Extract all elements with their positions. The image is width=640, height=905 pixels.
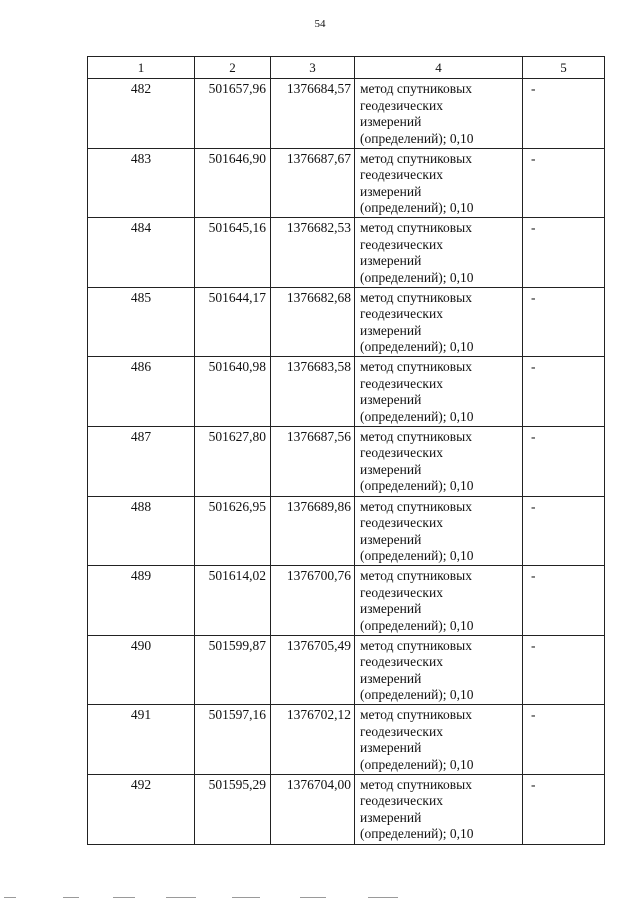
method-text-line: измерений xyxy=(360,809,422,825)
method-cell xyxy=(355,426,523,496)
coordinates-table xyxy=(87,56,605,845)
method-cell xyxy=(355,496,523,566)
method-text-line: (определений); 0,10 xyxy=(360,339,474,355)
y-coordinate-cell: 1376682,68 xyxy=(271,287,355,357)
y-coordinate-cell: 1376682,53 xyxy=(271,218,355,288)
method-text-line: геодезических xyxy=(360,445,443,461)
method-text-line: метод спутниковых xyxy=(360,289,472,305)
method-cell xyxy=(355,774,523,844)
method-text-line: метод спутниковых xyxy=(360,220,472,236)
method-text-line: геодезических xyxy=(360,515,443,531)
method-text-line: (определений); 0,10 xyxy=(360,478,474,494)
table-row xyxy=(88,218,605,288)
method-cell xyxy=(355,79,523,149)
note-cell: - xyxy=(523,635,605,705)
method-cell xyxy=(355,705,523,775)
method-cell xyxy=(355,218,523,288)
table-row xyxy=(88,566,605,636)
method-text-line: метод спутниковых xyxy=(360,81,472,96)
point-number-cell: 485 xyxy=(88,287,195,357)
column-header: 5 xyxy=(523,57,605,79)
x-coordinate-cell: 501657,96 xyxy=(195,79,271,149)
method-cell xyxy=(355,287,523,357)
method-cell xyxy=(355,566,523,636)
table-row xyxy=(88,496,605,566)
table-row xyxy=(88,774,605,844)
method-text-line: измерений xyxy=(360,392,422,408)
method-text-line: измерений xyxy=(360,253,422,269)
method-cell xyxy=(355,148,523,218)
method-text-line: измерений xyxy=(360,114,422,129)
y-coordinate-cell: 1376683,58 xyxy=(271,357,355,427)
method-text-line: измерений xyxy=(360,740,422,756)
method-text-line: геодезических xyxy=(360,654,443,670)
column-header: 2 xyxy=(195,57,271,79)
column-header: 1 xyxy=(88,57,195,79)
method-text-line: метод спутниковых xyxy=(360,637,472,653)
y-coordinate-cell: 1376684,57 xyxy=(271,79,355,149)
method-cell xyxy=(355,357,523,427)
method-text-line: (определений); 0,10 xyxy=(360,548,474,564)
point-number-cell: 488 xyxy=(88,496,195,566)
method-text-line: метод спутниковых xyxy=(360,428,472,444)
x-coordinate-cell: 501646,90 xyxy=(195,148,271,218)
table-body xyxy=(88,79,605,845)
point-number-cell: 482 xyxy=(88,79,195,149)
note-cell: - xyxy=(523,774,605,844)
footer-scan-marks xyxy=(0,893,640,901)
y-coordinate-cell: 1376687,56 xyxy=(271,426,355,496)
method-text-line: геодезических xyxy=(360,723,443,739)
method-text-line: метод спутниковых xyxy=(360,707,472,723)
y-coordinate-cell: 1376705,49 xyxy=(271,635,355,705)
method-text-line: метод спутниковых xyxy=(360,359,472,375)
y-coordinate-cell: 1376704,00 xyxy=(271,774,355,844)
method-text-line: геодезических xyxy=(360,793,443,809)
table-row xyxy=(88,79,605,149)
method-text-line: измерений xyxy=(360,601,422,617)
point-number-cell: 489 xyxy=(88,566,195,636)
method-text-line: геодезических xyxy=(360,97,443,113)
x-coordinate-cell: 501597,16 xyxy=(195,705,271,775)
method-text-line: измерений xyxy=(360,531,422,547)
point-number-cell: 491 xyxy=(88,705,195,775)
point-number-cell: 483 xyxy=(88,148,195,218)
method-text-line: измерений xyxy=(360,670,422,686)
table-row xyxy=(88,287,605,357)
method-text-line: метод спутниковых xyxy=(360,568,472,584)
method-text-line: измерений xyxy=(360,183,422,199)
method-text-line: метод спутниковых xyxy=(360,498,472,514)
method-text-line: метод спутниковых xyxy=(360,150,472,166)
note-cell: - xyxy=(523,705,605,775)
table-row xyxy=(88,635,605,705)
point-number-cell: 490 xyxy=(88,635,195,705)
point-number-cell: 486 xyxy=(88,357,195,427)
method-text-line: (определений); 0,10 xyxy=(360,269,474,285)
y-coordinate-cell: 1376689,86 xyxy=(271,496,355,566)
method-text-line: измерений xyxy=(360,461,422,477)
column-header: 4 xyxy=(355,57,523,79)
method-text-line: (определений); 0,10 xyxy=(360,617,474,633)
method-text-line: (определений); 0,10 xyxy=(360,687,474,703)
x-coordinate-cell: 501599,87 xyxy=(195,635,271,705)
method-text-line: (определений); 0,10 xyxy=(360,200,474,216)
table-row xyxy=(88,426,605,496)
note-cell: - xyxy=(523,357,605,427)
note-cell: - xyxy=(523,79,605,149)
method-text-line: измерений xyxy=(360,322,422,338)
note-cell: - xyxy=(523,566,605,636)
table-row xyxy=(88,148,605,218)
point-number-cell: 492 xyxy=(88,774,195,844)
x-coordinate-cell: 501626,95 xyxy=(195,496,271,566)
table-row xyxy=(88,357,605,427)
note-cell: - xyxy=(523,148,605,218)
y-coordinate-cell: 1376700,76 xyxy=(271,566,355,636)
method-text-line: геодезических xyxy=(360,167,443,183)
method-text-line: геодезических xyxy=(360,584,443,600)
y-coordinate-cell: 1376702,12 xyxy=(271,705,355,775)
note-cell: - xyxy=(523,496,605,566)
note-cell: - xyxy=(523,287,605,357)
method-text-line: (определений); 0,10 xyxy=(360,826,474,842)
x-coordinate-cell: 501640,98 xyxy=(195,357,271,427)
method-text-line: метод спутниковых xyxy=(360,776,472,792)
method-cell xyxy=(355,635,523,705)
point-number-cell: 487 xyxy=(88,426,195,496)
x-coordinate-cell: 501595,29 xyxy=(195,774,271,844)
x-coordinate-cell: 501627,80 xyxy=(195,426,271,496)
x-coordinate-cell: 501644,17 xyxy=(195,287,271,357)
method-text-line: (определений); 0,10 xyxy=(360,408,474,424)
point-number-cell: 484 xyxy=(88,218,195,288)
method-text-line: геодезических xyxy=(360,236,443,252)
y-coordinate-cell: 1376687,67 xyxy=(271,148,355,218)
note-cell: - xyxy=(523,218,605,288)
x-coordinate-cell: 501645,16 xyxy=(195,218,271,288)
table-row xyxy=(88,705,605,775)
note-cell: - xyxy=(523,426,605,496)
method-text-line: геодезических xyxy=(360,306,443,322)
method-text-line: (определений); 0,10 xyxy=(360,130,474,146)
column-header: 3 xyxy=(271,57,355,79)
method-text-line: геодезических xyxy=(360,375,443,391)
page-number: 54 xyxy=(314,18,326,30)
method-text-line: (определений); 0,10 xyxy=(360,756,474,772)
x-coordinate-cell: 501614,02 xyxy=(195,566,271,636)
table-header-row xyxy=(88,57,605,79)
